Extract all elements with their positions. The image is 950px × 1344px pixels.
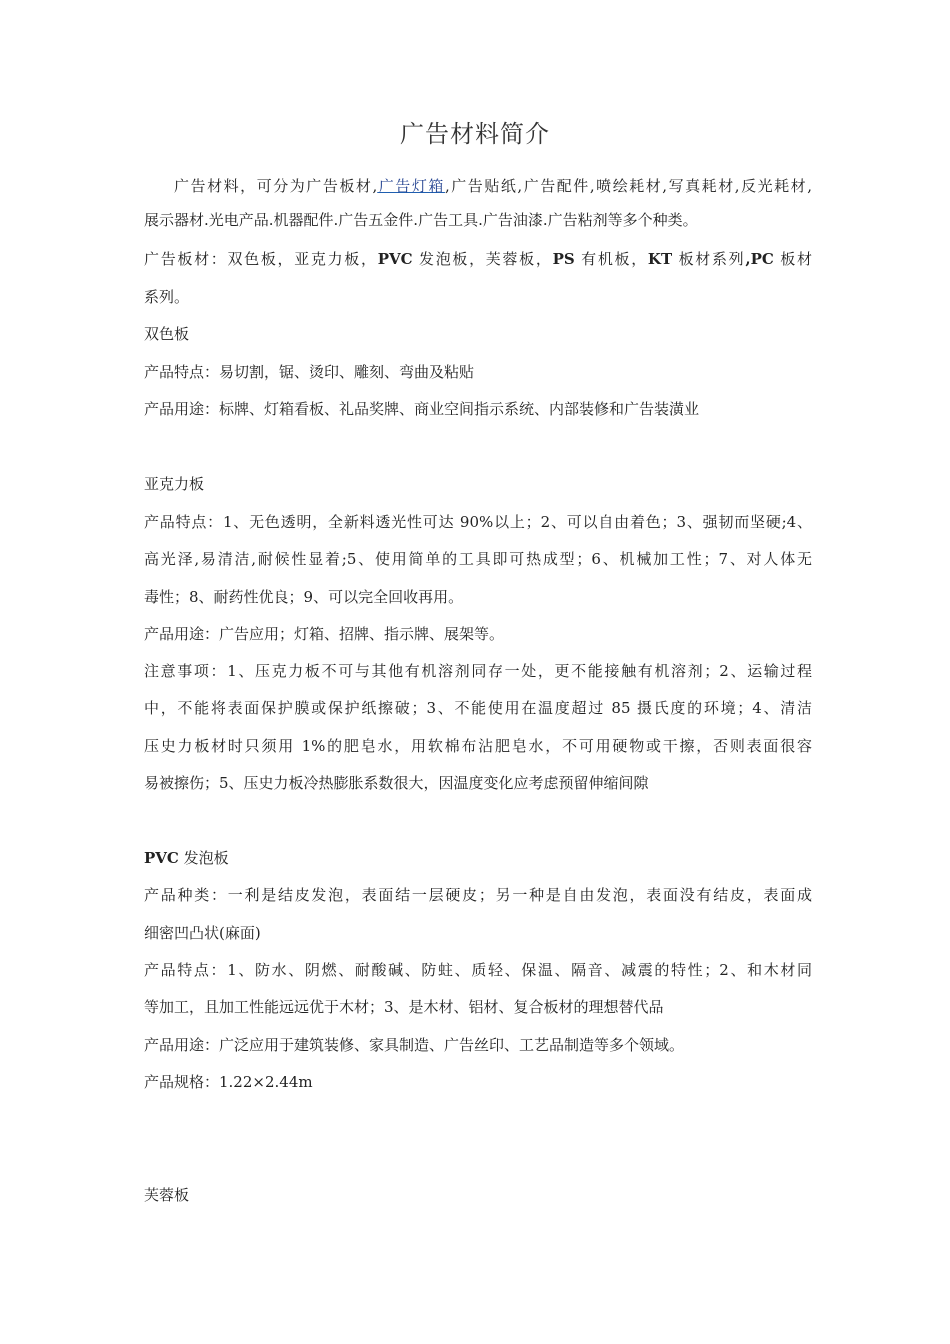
board-types-bold-1: PVC bbox=[377, 250, 413, 268]
board-types-bold-4: ,PC bbox=[745, 250, 774, 268]
board-types-text-2: 发泡板，芙蓉板， bbox=[412, 250, 553, 268]
section-heading-furong: 芙蓉板 bbox=[144, 1186, 190, 1204]
document-title: 广告材料简介 bbox=[400, 120, 550, 148]
board-types-bold-2: PS bbox=[552, 250, 575, 268]
pvc-types-1: 产品种类：一利是结皮发泡，表面结一层硬皮；另一种是自由发泡，表面没有结皮，表面成 bbox=[144, 886, 812, 904]
yakeli-uses: 产品用途：广告应用；灯箱、招牌、指示牌、展架等。 bbox=[144, 625, 505, 643]
pvc-types-2: 细密凹凸状(麻面) bbox=[144, 924, 261, 942]
yakeli-features-1: 产品特点：1、无色透明，全新料透光性可达 90%以上；2、可以自由着色；3、强韧而坚硬;4、 bbox=[144, 513, 812, 531]
pvc-uses: 产品用途：广泛应用于建筑装修、家具制造、广告丝印、工艺品制造等多个领域。 bbox=[144, 1036, 685, 1054]
yakeli-features-3: 毒性；8、耐药性优良；9、可以完全回收再用。 bbox=[144, 588, 464, 606]
intro-line-1 bbox=[174, 176, 812, 196]
board-types-line-2: 系列。 bbox=[144, 288, 190, 306]
yakeli-notes-2: 中，不能将表面保护膜或保护纸擦破；3、不能使用在温度超过 85 摄氏度的环境；4、清洁 bbox=[144, 699, 812, 717]
pvc-spec: 产品规格：1.22×2.44m bbox=[144, 1073, 313, 1091]
board-types-line-1 bbox=[144, 249, 812, 269]
shuangse-uses: 产品用途：标牌、灯箱看板、礼品奖牌、商业空间指示系统、内部装修和广告装潢业 bbox=[144, 400, 700, 418]
board-types-bold-3: KT bbox=[647, 250, 673, 268]
intro-line-2: 展示器材.光电产品.机器配件.广告五金件.广告工具.广告油漆.广告粘剂等多个种类。 bbox=[144, 211, 698, 229]
shuangse-features: 产品特点：易切割，锯、烫印、雕刻、弯曲及粘贴 bbox=[144, 363, 475, 381]
board-types-text-3: 有机板， bbox=[574, 250, 648, 268]
pvc-heading-bold: PVC bbox=[144, 849, 179, 867]
pvc-heading-rest: 发泡板 bbox=[178, 849, 229, 867]
board-types-text-5: 板材 bbox=[773, 250, 812, 268]
board-types-text-1: 广告板材：双色板，亚克力板， bbox=[144, 250, 378, 268]
intro-text-b: ,广告贴纸,广告配件,喷绘耗材,写真耗材,反光耗材, bbox=[444, 177, 812, 195]
board-types-text-4: 板材系列 bbox=[672, 250, 746, 268]
section-heading-pvc bbox=[144, 848, 812, 868]
advertising-lightbox-link[interactable]: 广告灯箱 bbox=[377, 177, 445, 195]
section-heading-shuangse: 双色板 bbox=[144, 325, 190, 343]
intro-text-a: 广告材料，可分为广告板材, bbox=[174, 177, 378, 195]
section-heading-yakeli: 亚克力板 bbox=[144, 475, 205, 493]
pvc-features-1: 产品特点：1、防水、阴燃、耐酸碱、防蛀、质轻、保温、隔音、减震的特性；2、和木材同 bbox=[144, 961, 812, 979]
yakeli-features-2: 高光泽,易清洁,耐候性显着;5、使用简单的工具即可热成型；6、机械加工性；7、对人体无 bbox=[144, 550, 812, 568]
yakeli-notes-4: 易被擦伤；5、压史力板冷热膨胀系数很大，因温度变化应考虑预留伸缩间隙 bbox=[144, 774, 649, 792]
yakeli-notes-1: 注意事项：1、压克力板不可与其他有机溶剂同存一处，更不能接触有机溶剂；2、运输过程 bbox=[144, 662, 812, 680]
pvc-features-2: 等加工，且加工性能远远优于木材；3、是木材、铝材、复合板材的理想替代品 bbox=[144, 998, 664, 1016]
yakeli-notes-3: 压史力板材时只须用 1%的肥皂水，用软棉布沾肥皂水，不可用硬物或干擦，否则表面很容 bbox=[144, 737, 812, 755]
